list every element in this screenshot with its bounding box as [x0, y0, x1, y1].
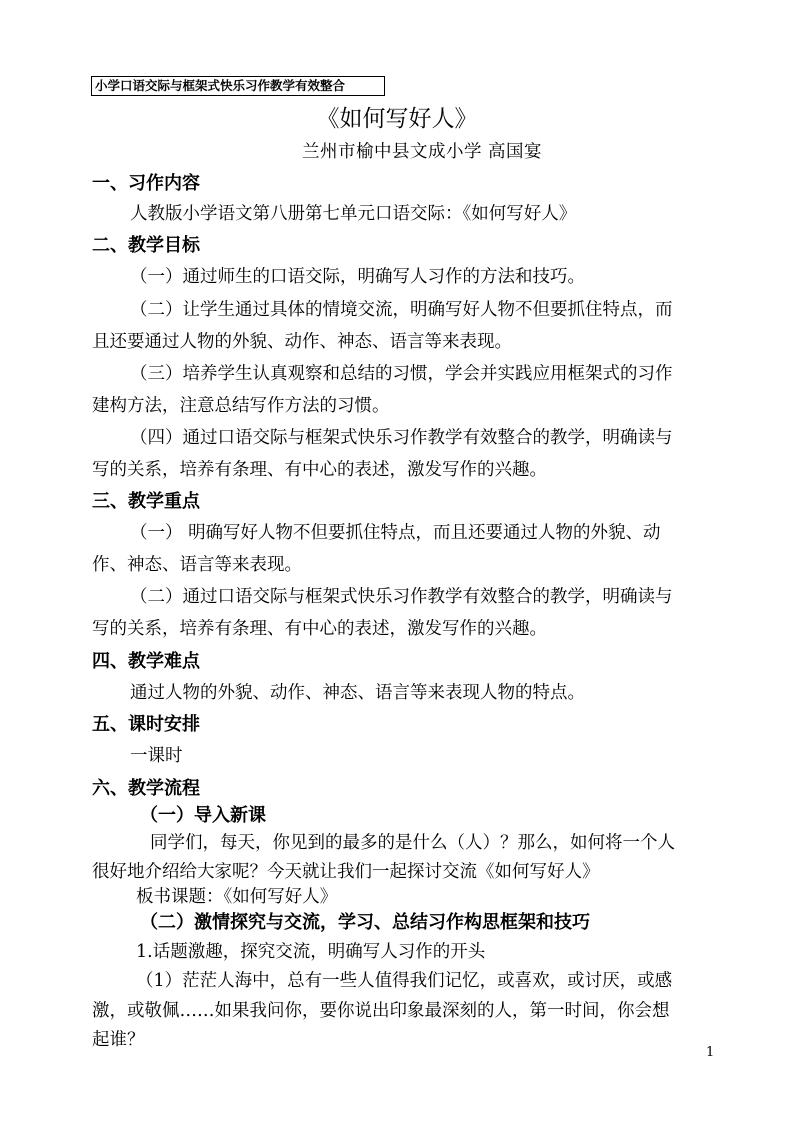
section-heading-2: 二、教学目标: [92, 235, 200, 256]
paragraph: 起谁？: [92, 1030, 145, 1050]
paragraph: （三）培养学生认真观察和总结的习惯，学会并实践应用框架式的习作: [130, 364, 673, 384]
paragraph: 写的关系，培养有条理、有中心的表述，激发写作的兴趣。: [92, 619, 547, 639]
document-title: 《如何写好人》: [316, 106, 478, 132]
paragraph: 1.话题激趣，探究交流，明确写人习作的开头: [136, 942, 486, 962]
paragraph: （二）让学生通过具体的情境交流，明确写好人物不但要抓住特点，而: [130, 300, 673, 320]
subsection-heading: （一）导入新课: [140, 805, 266, 826]
paragraph: 板书课题：《如何写好人》: [136, 887, 338, 907]
section-heading-6: 六、教学流程: [92, 778, 200, 799]
paragraph: 同学们，每天，你见到的最多的是什么（人）？那么，如何将一个人: [150, 833, 675, 853]
paragraph: 很好地介绍给大家呢？今天就让我们一起探讨交流《如何写好人》: [92, 862, 600, 882]
paragraph: 写的关系，培养有条理、有中心的表述，激发写作的兴趣。: [92, 460, 547, 480]
paragraph: 激，或敬佩……如果我问你，要你说出印象最深刻的人，第一时间，你会想: [92, 1001, 670, 1021]
section-heading-3: 三、教学重点: [92, 491, 200, 512]
section-heading-1: 一、习作内容: [92, 173, 200, 194]
paragraph: 作、神态、语言等来表现。: [92, 555, 302, 575]
paragraph: 通过人物的外貌、动作、神态、语言等来表现人物的特点。: [130, 683, 585, 703]
page-number: 1: [706, 1045, 715, 1060]
section-heading-5: 五、课时安排: [92, 714, 200, 735]
document-header-box: 小学口语交际与框架式快乐习作教学有效整合: [91, 76, 385, 96]
paragraph: （一） 明确写好人物不但要抓住特点，而且还要通过人物的外貌、动: [130, 523, 661, 543]
paragraph: （四）通过口语交际与框架式快乐习作教学有效整合的教学，明确读与: [130, 428, 673, 448]
paragraph: （一）通过师生的口语交际，明确写人习作的方法和技巧。: [130, 267, 585, 287]
paragraph: 且还要通过人物的外貌、动作、神态、语言等来表现。: [92, 332, 512, 352]
paragraph: （二）通过口语交际与框架式快乐习作教学有效整合的教学，明确读与: [130, 587, 673, 607]
paragraph: 一课时: [130, 746, 183, 766]
author-line: 兰州市榆中县文成小学 高国宴: [302, 142, 543, 162]
paragraph: 建构方法，注意总结写作方法的习惯。: [92, 396, 390, 416]
paragraph: 人教版小学语文第八册第七单元口语交际：《如何写好人》: [130, 204, 577, 224]
section-heading-4: 四、教学难点: [92, 651, 200, 672]
paragraph: （1）茫茫人海中，总有一些人值得我们记忆，或喜欢，或讨厌，或感: [136, 971, 673, 991]
subsection-heading: （二）激情探究与交流，学习、总结习作构思框架和技巧: [140, 912, 590, 933]
